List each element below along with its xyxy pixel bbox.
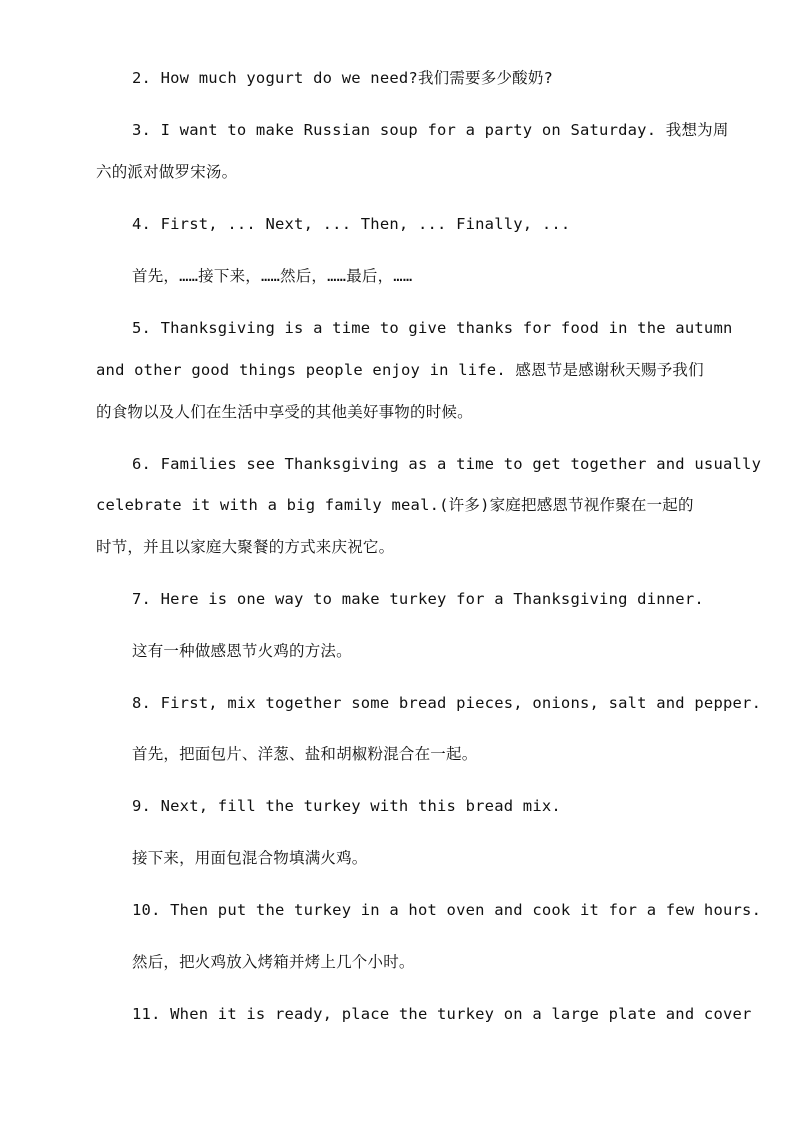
text-line: 6. Families see Thanksgiving as a time to get together and usually (132, 455, 762, 473)
text-line: 5. Thanksgiving is a time to give thanks for food in the autumn (132, 319, 733, 337)
text-line: 4. First, ... Next, ... Then, ... Finally, ... (132, 215, 571, 233)
text-line: 的食物以及人们在生活中享受的其他美好事物的时候。 (96, 403, 473, 421)
text-line: 3. I want to make Russian soup for a party on Saturday. 我想为周 (132, 121, 729, 139)
text-line: 8. First, mix together some bread pieces, onions, salt and pepper. (132, 694, 762, 712)
text-line: celebrate it with a big family meal.(许多)家庭把感恩节视作聚在一起的 (96, 496, 694, 514)
text-line: 时节，并且以家庭大聚餐的方式来庆祝它。 (96, 538, 395, 556)
text-line: and other good things people enjoy in life. 感恩节是感谢秋天赐予我们 (96, 361, 704, 379)
text-line: 2. How much yogurt do we need?我们需要多少酸奶? (132, 69, 554, 87)
text-line: 接下来，用面包混合物填满火鸡。 (132, 849, 368, 867)
text-line: 10. Then put the turkey in a hot oven and cook it for a few hours. (132, 901, 762, 919)
text-line: 首先，……接下来，……然后，……最后，…… (132, 267, 413, 285)
text-line: 首先，把面包片、洋葱、盐和胡椒粉混合在一起。 (132, 745, 478, 763)
text-line: 9. Next, fill the turkey with this bread mix. (132, 797, 561, 815)
text-line: 11. When it is ready, place the turkey on a large plate and cover (132, 1005, 752, 1023)
text-line: 7. Here is one way to make turkey for a Thanksgiving dinner. (132, 590, 704, 608)
text-line: 六的派对做罗宋汤。 (96, 163, 238, 181)
text-line: 然后，把火鸡放入烤箱并烤上几个小时。 (132, 953, 415, 971)
text-line: 这有一种做感恩节火鸡的方法。 (132, 642, 352, 660)
